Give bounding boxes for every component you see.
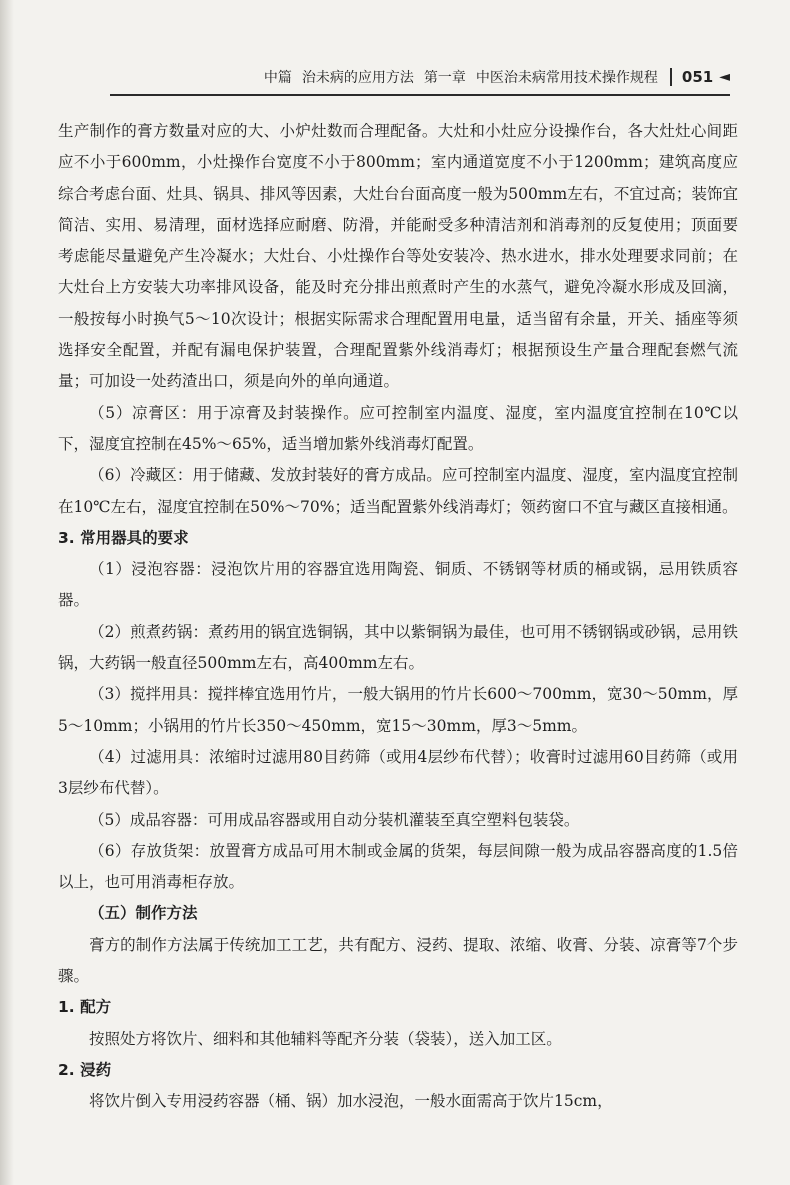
header-part: 中篇 <box>263 70 292 86</box>
paragraph: （3）搅拌用具：搅拌棒宜选用竹片，一般大锅用的竹片长600～700mm，宽30～50mm，厚5～10mm；小锅用的竹片长350～450mm，宽15～30mm，厚3～5mm。 <box>58 685 738 735</box>
page-gutter-shadow <box>0 0 14 1185</box>
paragraph: （2）煎煮药锅：煮药用的锅宜选铜锅，其中以紫铜锅为最佳，也可用不锈钢锅或砂锅，忌用铁锅，大药锅一般直径500mm左右，高400mm左右。 <box>58 622 738 673</box>
paragraph: （5）凉膏区：用于凉膏及封装操作。应可控制室内温度、湿度，室内温度宜控制在10℃以下，湿度宜控制在45%～65%，适当增加紫外线消毒灯配置。 <box>58 403 738 453</box>
subsection-heading: （五）制作方法 <box>89 904 198 923</box>
body-text <box>58 116 738 1118</box>
page-number: 051 <box>670 68 713 86</box>
paragraph: （4）过滤用具：浓缩时过滤用80目药筛（或用4层纱布代替）；收膏时过滤用60目药筛（或用3层纱布代替）。 <box>58 747 738 798</box>
triangle-marker-icon: ◄ <box>719 69 730 85</box>
paragraph: （6）冷藏区：用于储藏、发放封装好的膏方成品。应可控制室内温度、湿度，室内温度宜控制在10℃左右，湿度宜控制在50%～70%；适当配置紫外线消毒灯；领药窗口不宜与藏区直接相通。 <box>58 466 738 516</box>
paragraph: 将饮片倒入专用浸药容器（桶、锅）加水浸泡，一般水面需高于饮片15cm， <box>89 1092 613 1111</box>
paragraph: 生产制作的膏方数量对应的大、小炉灶数而合理配备。大灶和小灶应分设操作台，各大灶灶心间距应不小于600mm，小灶操作台宽度不小于800mm；室内通道宽度不小于1200mm；建筑高度应综合考虑台面、灶具、锅具、排风等因素，大灶台台面高度一般为500mm左右，不宜过高；装饰宜简洁、实用、易清理，面材选择应耐磨、防滑，并能耐受多种清洁剂和消毒剂的反复使用；顶面要考虑能尽量避免产生冷凝水；大灶台、小灶操作台等处安装冷、热水进水，排水处理要求同前；在大灶台上方安装大功率排风设备，能及时充分排出煎煮时产生的水蒸气，避免冷凝水形成及回滴，一般按每小时换气5～10次设计；根据实际需求合理配置用电量，适当留有余量，开关、插座等须选择安全配置，并配有漏电保护装置，合理配置紫外线消毒灯；根据预设生产量合理配套燃气流量；可加设一处药渣出口，须是向外的单向通道。 <box>58 122 738 391</box>
paragraph: （5）成品容器：可用成品容器或用自动分装机灌装至真空塑料包装袋。 <box>89 810 580 829</box>
step-heading: 2. 浸药 <box>58 1060 112 1079</box>
running-header <box>110 60 730 96</box>
step-heading: 1. 配方 <box>58 998 112 1017</box>
header-chapter-title: 中医治未病常用技术操作规程 <box>475 70 658 86</box>
paragraph: （6）存放货架：放置膏方成品可用木制或金属的货架，每层间隙一般为成品容器高度的1.5倍以上，也可用消毒柜存放。 <box>58 841 738 892</box>
header-chapter: 第一章 <box>423 70 466 86</box>
paragraph: （1）浸泡容器：浸泡饮片用的容器宜选用陶瓷、铜质、不锈钢等材质的桶或锅，忌用铁质容器。 <box>58 560 738 610</box>
paragraph: 按照处方将饮片、细料和其他辅料等配齐分装（袋装），送入加工区。 <box>89 1029 562 1048</box>
paragraph: 膏方的制作方法属于传统加工工艺，共有配方、浸药、提取、浓缩、收膏、分装、凉膏等7个步骤。 <box>58 935 738 986</box>
header-part-title: 治未病的应用方法 <box>301 70 414 86</box>
section-heading: 3. 常用器具的要求 <box>58 528 189 547</box>
